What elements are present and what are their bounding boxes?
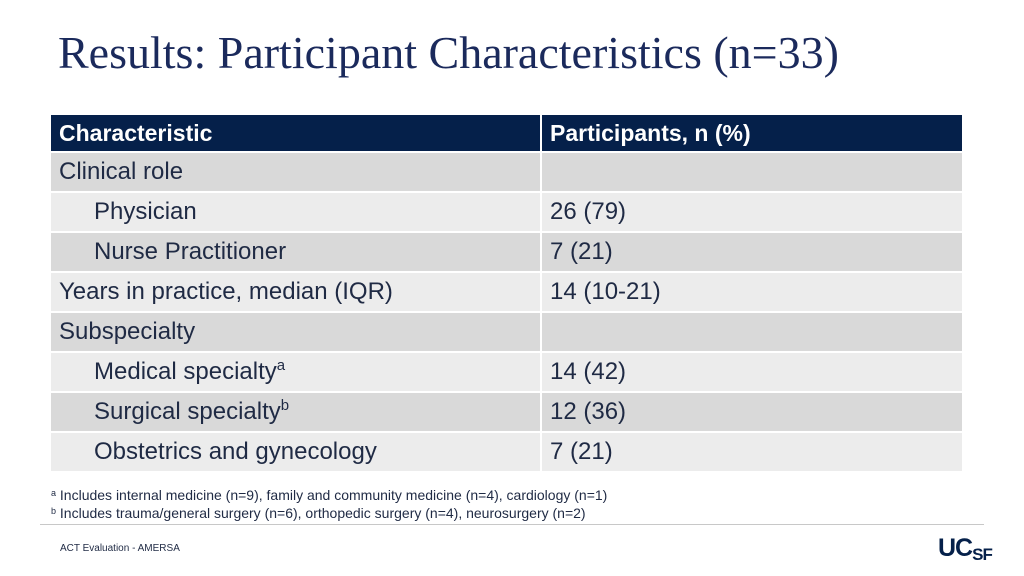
row-label: Medical specialty$^a$ <box>51 352 541 392</box>
row-value: 7 (21) <box>541 232 962 272</box>
row-label: Clinical role <box>51 152 541 192</box>
table-row <box>51 392 962 432</box>
row-label: Nurse Practitioner <box>51 232 541 272</box>
table-row <box>51 312 962 352</box>
table-row <box>51 432 962 472</box>
row-label: Physician <box>51 192 541 232</box>
row-label: Years in practice, median (IQR) <box>51 272 541 312</box>
row-value: 14 (42) <box>541 352 962 392</box>
row-label: Surgical specialty$^b$ <box>51 392 541 432</box>
table-header-row <box>51 115 962 152</box>
table-row <box>51 272 962 312</box>
column-header-participants: Participants, n (%) <box>541 115 962 152</box>
row-value <box>541 312 962 352</box>
row-value: 12 (36) <box>541 392 962 432</box>
ucsf-logo: UCSF <box>938 534 992 564</box>
characteristics-table <box>51 115 962 473</box>
table-row <box>51 352 962 392</box>
slide-title: Results: Participant Characteristics (n=33) <box>58 27 839 78</box>
table-row <box>51 192 962 232</box>
footer-text: ACT Evaluation - AMERSA <box>60 543 180 554</box>
row-value <box>541 152 962 192</box>
column-header-characteristic: Characteristic <box>51 115 541 152</box>
footnote-a: $^a$ Includes internal medicine (n=9), family and community medicine (n=4), cardiology (n=1) <box>51 487 608 503</box>
table-row <box>51 232 962 272</box>
row-value: 7 (21) <box>541 432 962 472</box>
row-label: Obstetrics and gynecology <box>51 432 541 472</box>
footer-divider <box>40 524 984 525</box>
row-value: 26 (79) <box>541 192 962 232</box>
footnote-b: $^b$ Includes trauma/general surgery (n=6), orthopedic surgery (n=4), neurosurgery (n=2) <box>51 505 586 521</box>
row-value: 14 (10-21) <box>541 272 962 312</box>
footnote-marker: a <box>276 357 286 374</box>
row-label: Subspecialty <box>51 312 541 352</box>
table-row <box>51 152 962 192</box>
footnote-marker: b <box>280 397 290 414</box>
footnotes <box>51 486 607 522</box>
